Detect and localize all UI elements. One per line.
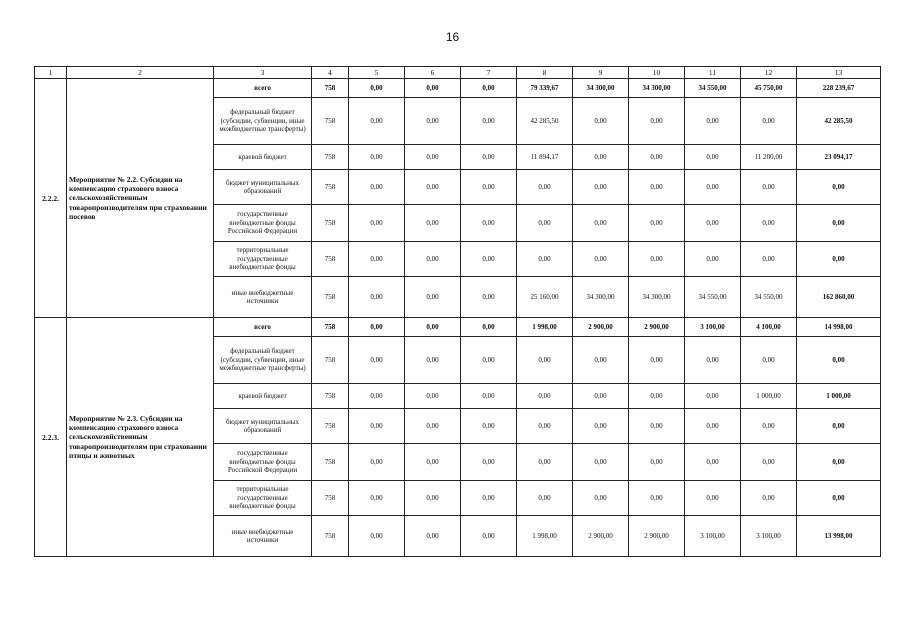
amount-cell: 0,00	[629, 337, 685, 384]
amount-cell: 0,00	[573, 409, 629, 444]
total-amount-cell: 13 998,00	[797, 516, 881, 557]
amount-cell: 0,00	[461, 170, 517, 205]
amount-cell: 2 900,00	[573, 318, 629, 337]
code-cell: 758	[312, 409, 349, 444]
amount-cell: 3 100,00	[741, 516, 797, 557]
amount-cell: 0,00	[461, 337, 517, 384]
amount-cell: 0,00	[349, 98, 405, 145]
measure-title: Мероприятие № 2.2. Субсидии на компенсацию страхового взноса сельскохозяйственным товаропроизводителям при страховании посевов	[67, 79, 214, 318]
column-number-row	[35, 67, 881, 79]
amount-cell: 0,00	[517, 337, 573, 384]
code-cell: 758	[312, 98, 349, 145]
amount-cell: 0,00	[461, 98, 517, 145]
code-cell: 758	[312, 384, 349, 409]
amount-cell: 3 100,00	[685, 318, 741, 337]
amount-cell: 3 100,00	[685, 516, 741, 557]
amount-cell: 1 998,00	[517, 318, 573, 337]
amount-cell: 0,00	[461, 444, 517, 481]
column-number: 6	[405, 67, 461, 79]
funding-source: иные внебюджетные источники	[214, 277, 312, 318]
amount-cell: 0,00	[461, 242, 517, 277]
funding-source: федеральный бюджет (субсидии, субвенции, иные межбюджетные трансферты)	[214, 98, 312, 145]
code-cell: 758	[312, 337, 349, 384]
amount-cell: 0,00	[573, 337, 629, 384]
amount-cell: 0,00	[405, 384, 461, 409]
amount-cell: 34 550,00	[685, 277, 741, 318]
column-number: 5	[349, 67, 405, 79]
amount-cell: 0,00	[685, 242, 741, 277]
amount-cell: 0,00	[461, 205, 517, 242]
amount-cell: 34 550,00	[685, 79, 741, 98]
amount-cell: 0,00	[629, 170, 685, 205]
table-total-row	[35, 318, 881, 337]
amount-cell: 0,00	[461, 318, 517, 337]
amount-cell: 0,00	[461, 481, 517, 516]
column-number: 9	[573, 67, 629, 79]
amount-cell: 34 300,00	[573, 277, 629, 318]
amount-cell: 0,00	[461, 277, 517, 318]
amount-cell: 0,00	[405, 444, 461, 481]
amount-cell: 0,00	[349, 318, 405, 337]
amount-cell: 0,00	[629, 444, 685, 481]
amount-cell: 0,00	[349, 444, 405, 481]
amount-cell: 0,00	[517, 444, 573, 481]
amount-cell: 0,00	[573, 444, 629, 481]
column-number: 1	[35, 67, 67, 79]
column-number: 12	[741, 67, 797, 79]
amount-cell: 34 300,00	[629, 79, 685, 98]
total-amount-cell: 228 239,67	[797, 79, 881, 98]
column-number: 7	[461, 67, 517, 79]
funding-source: федеральный бюджет (субсидии, субвенции, иные межбюджетные трансферты)	[214, 337, 312, 384]
amount-cell: 0,00	[349, 409, 405, 444]
amount-cell: 1 000,00	[741, 384, 797, 409]
amount-cell: 0,00	[629, 205, 685, 242]
funding-source: государственные внебюджетные фонды Российской Федерации	[214, 205, 312, 242]
measure-code: 2.2.3.	[35, 318, 67, 557]
amount-cell: 0,00	[405, 205, 461, 242]
amount-cell: 0,00	[349, 337, 405, 384]
column-number: 3	[214, 67, 312, 79]
amount-cell: 0,00	[573, 205, 629, 242]
amount-cell: 0,00	[405, 481, 461, 516]
amount-cell: 42 285,50	[517, 98, 573, 145]
column-number: 11	[685, 67, 741, 79]
funding-source: краевой бюджет	[214, 384, 312, 409]
code-cell: 758	[312, 205, 349, 242]
funding-source: всего	[214, 79, 312, 98]
amount-cell: 0,00	[349, 145, 405, 170]
amount-cell: 0,00	[517, 170, 573, 205]
amount-cell: 0,00	[629, 481, 685, 516]
amount-cell: 0,00	[405, 145, 461, 170]
amount-cell: 0,00	[685, 444, 741, 481]
amount-cell: 0,00	[517, 205, 573, 242]
column-number: 8	[517, 67, 573, 79]
amount-cell: 0,00	[685, 205, 741, 242]
amount-cell: 0,00	[405, 409, 461, 444]
total-amount-cell: 0,00	[797, 444, 881, 481]
amount-cell: 25 160,00	[517, 277, 573, 318]
funding-source: иные внебюджетные источники	[214, 516, 312, 557]
code-cell: 758	[312, 242, 349, 277]
amount-cell: 0,00	[741, 98, 797, 145]
amount-cell: 34 300,00	[573, 79, 629, 98]
amount-cell: 0,00	[741, 481, 797, 516]
total-amount-cell: 162 860,00	[797, 277, 881, 318]
amount-cell: 0,00	[405, 79, 461, 98]
total-amount-cell: 23 094,17	[797, 145, 881, 170]
amount-cell: 0,00	[573, 145, 629, 170]
amount-cell: 0,00	[573, 242, 629, 277]
table-total-row	[35, 79, 881, 98]
funding-source: бюджет муниципальных образований	[214, 170, 312, 205]
amount-cell: 1 998,00	[517, 516, 573, 557]
measure-title: Мероприятие № 2.3. Субсидии на компенсацию страхового взноса сельскохозяйственным товаропроизводителям при страховании птицы и животных	[67, 318, 214, 557]
column-number: 2	[67, 67, 214, 79]
amount-cell: 0,00	[349, 242, 405, 277]
column-number: 4	[312, 67, 349, 79]
amount-cell: 11 200,00	[741, 145, 797, 170]
amount-cell: 0,00	[629, 409, 685, 444]
total-amount-cell: 14 998,00	[797, 318, 881, 337]
total-amount-cell: 0,00	[797, 205, 881, 242]
code-cell: 758	[312, 277, 349, 318]
code-cell: 758	[312, 444, 349, 481]
amount-cell: 0,00	[517, 242, 573, 277]
funding-source: краевой бюджет	[214, 145, 312, 170]
amount-cell: 0,00	[349, 384, 405, 409]
amount-cell: 0,00	[573, 170, 629, 205]
total-amount-cell: 0,00	[797, 170, 881, 205]
total-amount-cell: 0,00	[797, 481, 881, 516]
amount-cell: 0,00	[517, 409, 573, 444]
budget-table	[34, 66, 881, 557]
amount-cell: 0,00	[461, 384, 517, 409]
amount-cell: 0,00	[517, 481, 573, 516]
amount-cell: 0,00	[741, 170, 797, 205]
amount-cell: 79 339,67	[517, 79, 573, 98]
amount-cell: 0,00	[629, 384, 685, 409]
amount-cell: 0,00	[461, 516, 517, 557]
amount-cell: 0,00	[685, 384, 741, 409]
amount-cell: 0,00	[405, 516, 461, 557]
code-cell: 758	[312, 170, 349, 205]
total-amount-cell: 0,00	[797, 242, 881, 277]
funding-source: бюджет муниципальных образований	[214, 409, 312, 444]
amount-cell: 0,00	[349, 516, 405, 557]
amount-cell: 0,00	[741, 205, 797, 242]
amount-cell: 2 900,00	[573, 516, 629, 557]
amount-cell: 0,00	[741, 242, 797, 277]
total-amount-cell: 0,00	[797, 409, 881, 444]
amount-cell: 0,00	[349, 277, 405, 318]
code-cell: 758	[312, 145, 349, 170]
amount-cell: 0,00	[629, 98, 685, 145]
amount-cell: 34 300,00	[629, 277, 685, 318]
amount-cell: 0,00	[685, 337, 741, 384]
amount-cell: 0,00	[741, 409, 797, 444]
amount-cell: 0,00	[461, 409, 517, 444]
funding-source: территориальные государственные внебюджетные фонды	[214, 242, 312, 277]
amount-cell: 45 750,00	[741, 79, 797, 98]
total-amount-cell: 1 000,00	[797, 384, 881, 409]
column-number: 10	[629, 67, 685, 79]
amount-cell: 11 894,17	[517, 145, 573, 170]
amount-cell: 0,00	[685, 145, 741, 170]
amount-cell: 0,00	[741, 337, 797, 384]
code-cell: 758	[312, 481, 349, 516]
funding-source: государственные внебюджетные фонды Российской Федерации	[214, 444, 312, 481]
page-number: 16	[445, 30, 460, 44]
amount-cell: 0,00	[685, 481, 741, 516]
amount-cell: 4 100,00	[741, 318, 797, 337]
amount-cell: 0,00	[629, 145, 685, 170]
total-amount-cell: 0,00	[797, 337, 881, 384]
amount-cell: 0,00	[405, 277, 461, 318]
amount-cell: 0,00	[405, 337, 461, 384]
total-amount-cell: 42 285,50	[797, 98, 881, 145]
amount-cell: 0,00	[573, 481, 629, 516]
code-cell: 758	[312, 516, 349, 557]
measure-code: 2.2.2.	[35, 79, 67, 318]
amount-cell: 0,00	[349, 481, 405, 516]
amount-cell: 0,00	[405, 318, 461, 337]
amount-cell: 0,00	[349, 205, 405, 242]
amount-cell: 0,00	[405, 170, 461, 205]
amount-cell: 0,00	[685, 98, 741, 145]
amount-cell: 2 900,00	[629, 516, 685, 557]
amount-cell: 0,00	[349, 170, 405, 205]
amount-cell: 0,00	[461, 79, 517, 98]
amount-cell: 0,00	[573, 384, 629, 409]
amount-cell: 0,00	[685, 409, 741, 444]
amount-cell: 0,00	[405, 98, 461, 145]
amount-cell: 0,00	[517, 384, 573, 409]
amount-cell: 0,00	[349, 79, 405, 98]
code-cell: 758	[312, 79, 349, 98]
amount-cell: 2 900,00	[629, 318, 685, 337]
amount-cell: 34 550,00	[741, 277, 797, 318]
amount-cell: 0,00	[741, 444, 797, 481]
column-number: 13	[797, 67, 881, 79]
amount-cell: 0,00	[629, 242, 685, 277]
amount-cell: 0,00	[573, 98, 629, 145]
amount-cell: 0,00	[461, 145, 517, 170]
amount-cell: 0,00	[405, 242, 461, 277]
code-cell: 758	[312, 318, 349, 337]
amount-cell: 0,00	[685, 170, 741, 205]
funding-source: территориальные государственные внебюджетные фонды	[214, 481, 312, 516]
funding-source: всего	[214, 318, 312, 337]
